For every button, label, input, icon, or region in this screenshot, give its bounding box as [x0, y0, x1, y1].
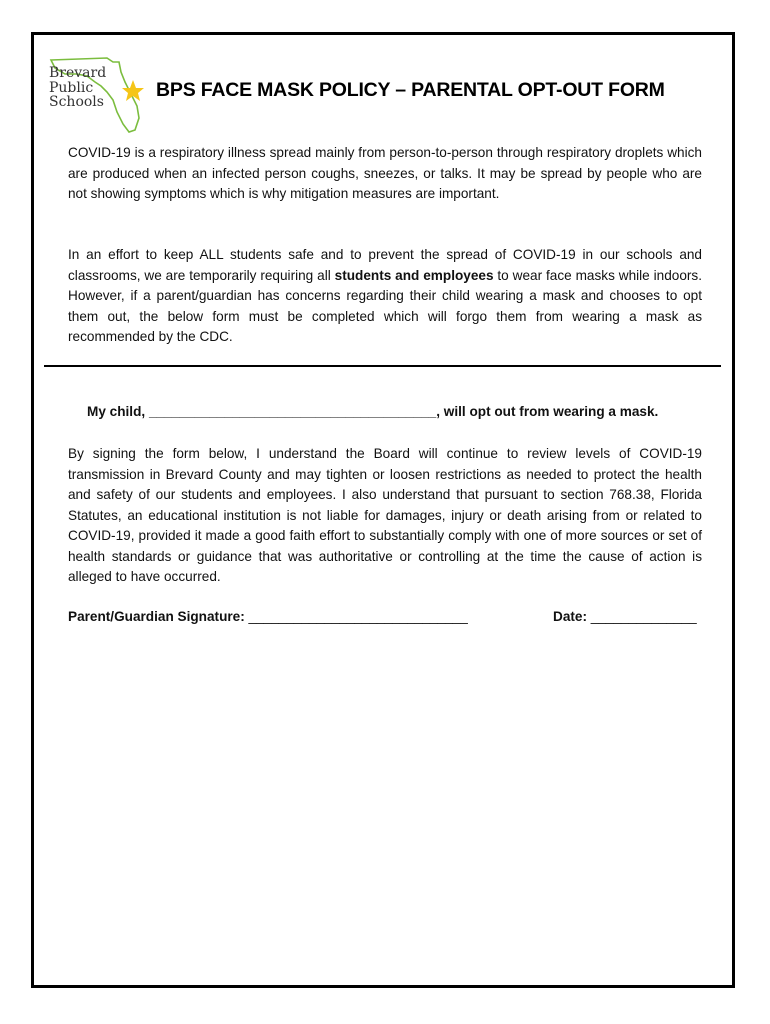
opt-out-suffix: , will opt out from wearing a mask. [436, 404, 659, 419]
logo-wordmark [49, 66, 106, 110]
opt-out-statement [87, 404, 658, 419]
child-name-field[interactable]: ______________________________________ [148, 404, 437, 419]
signature-field[interactable]: _____________________________ [248, 609, 468, 624]
logo-line-2: Public [49, 79, 94, 96]
date-label: Date: [553, 609, 591, 624]
signature-row [68, 609, 468, 624]
date-row [553, 609, 697, 624]
opt-out-prefix: My child, [87, 404, 149, 419]
page-title: BPS FACE MASK POLICY – PARENTAL OPT-OUT FORM [156, 79, 665, 101]
intro-paragraph: COVID-19 is a respiratory illness spread mainly from person-to-person through respiratory droplets which are produced when an infected person coughs, sneezes, or talks. It may be spread by people who are not showing symptoms which is why mitigation measures are important. [68, 145, 702, 201]
date-field[interactable]: ______________ [590, 609, 697, 624]
section-divider [44, 365, 721, 367]
policy-text-bold: students and employees [334, 267, 494, 283]
signature-label: Parent/Guardian Signature: [68, 609, 249, 624]
logo-line-3: Schools [49, 94, 104, 110]
policy-text-start: In an effort to keep ALL students safe and to prevent the spread of COVID-19 in our schools and classrooms, we are temporarily requiring all [68, 247, 702, 283]
acknowledgement-paragraph: By signing the form below, I understand the Board will continue to review levels of COVID-19 transmission in Brevard County and may tighten or loosen restrictions as needed to protect the health and safety of our students and employees. I also understand that pursuant to section 768.38, Florida Statutes, an educational institution is not liable for damages, injury or death arising from or related to COVID-19, provided it made a good faith effort to substantially comply with one of more sources or set of health standards or guidance that was authoritative or controlling at the time the cause of action is alleged to have occurred. [68, 446, 702, 584]
policy-paragraph [68, 245, 702, 348]
policy-text-end: to wear face masks while indoors. However, if a parent/guardian has concerns regarding their child wearing a mask and chooses to opt them out, the below form must be completed which will forgo them from wearing a mask as recommended by the CDC. [68, 267, 702, 344]
logo-line-1: Brevard [49, 65, 107, 81]
